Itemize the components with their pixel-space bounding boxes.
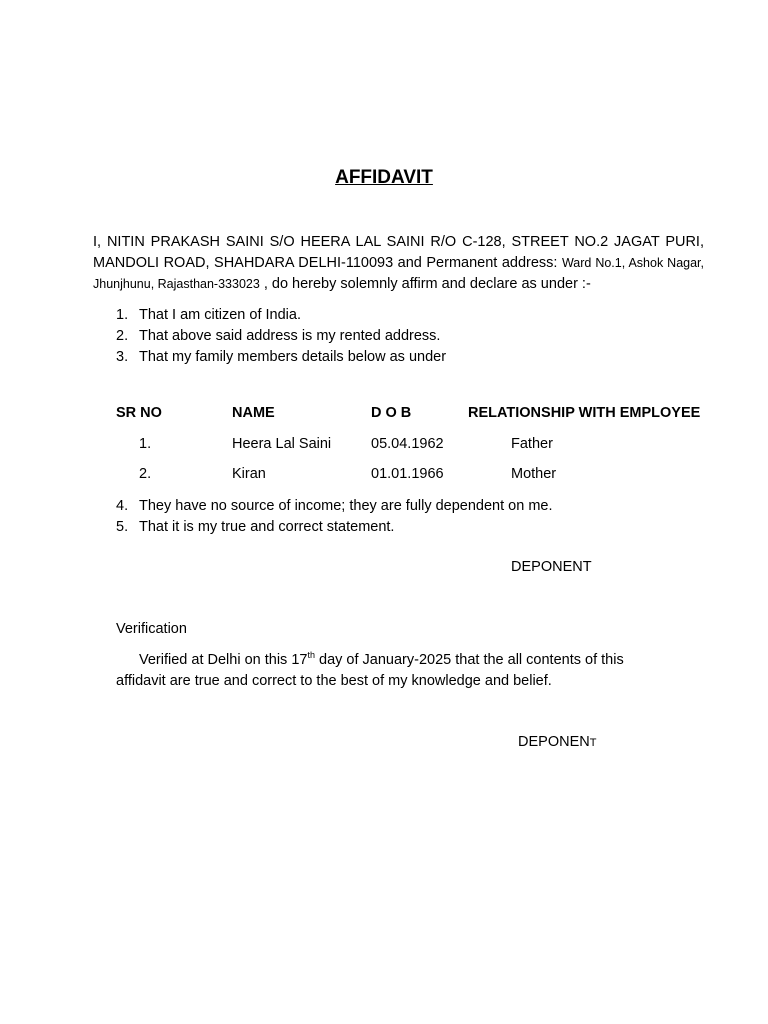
- intro-paragraph: [93, 232, 704, 295]
- list-item: [116, 517, 553, 538]
- list-item: [116, 326, 446, 347]
- table-cell-sr-no: 2.: [139, 466, 152, 482]
- table-header-sr-no: SR NO: [116, 405, 162, 421]
- table-cell-relationship: Father: [511, 436, 553, 452]
- table-cell-sr-no: 1.: [139, 436, 152, 452]
- deponent-label: DEPONENT: [511, 559, 592, 575]
- verification-paragraph: [116, 650, 676, 692]
- deponent-tail: T: [589, 737, 597, 749]
- list-item-number: 5.: [116, 519, 129, 535]
- permanent-address: Ward No.1, Ashok Nagar, Jhunjhunu, Rajasthan-333023: [93, 256, 704, 291]
- list-item-number: 2.: [116, 328, 129, 344]
- table-header-dob: D O B: [371, 405, 412, 421]
- deponent-signature-label: [518, 734, 596, 750]
- declaration-list-a: [116, 305, 446, 368]
- intro-main-text: I, NITIN PRAKASH SAINI S/O HEERA LAL SAINI R/O C-128, STREET NO.2 JAGAT PURI, MANDOLI ROAD, SHAHDARA DELHI-110093 and Permanent address:: [93, 234, 704, 271]
- deponent-main: DEPONEN: [518, 734, 590, 750]
- list-item: [116, 496, 553, 517]
- list-item-text: That my family members details below as under: [139, 349, 447, 365]
- list-item-text: That it is my true and correct statement.: [139, 519, 395, 535]
- table-cell-name: Kiran: [232, 466, 266, 482]
- intro-closing-text: , do hereby solemnly affirm and declare as under :-: [259, 276, 591, 292]
- table-header-relationship: RELATIONSHIP WITH EMPLOYEE: [468, 405, 701, 421]
- verification-heading: Verification: [116, 621, 187, 637]
- table-cell-relationship: Mother: [511, 466, 557, 482]
- list-item-text: That I am citizen of India.: [139, 307, 301, 323]
- list-item-text: That above said address is my rented address.: [139, 328, 441, 344]
- table-cell-dob: 01.01.1966: [371, 466, 444, 482]
- list-item-number: 3.: [116, 349, 129, 365]
- table-header-name: NAME: [232, 405, 275, 421]
- list-item: [116, 305, 446, 326]
- table-cell-name: Heera Lal Saini: [232, 436, 332, 452]
- verification-text-end: day of January-2025 that the all contents of this affidavit are true and correct to the best of my knowledge and belief.: [116, 652, 624, 689]
- verification-text-start: Verified at Delhi on this 17: [139, 652, 308, 668]
- list-item-text: They have no source of income; they are fully dependent on me.: [139, 498, 553, 514]
- table-cell-dob: 05.04.1962: [371, 436, 444, 452]
- list-item-number: 1.: [116, 307, 129, 323]
- document-title: AFFIDAVIT: [335, 167, 433, 188]
- declaration-list-b: [116, 496, 553, 538]
- ordinal-suffix: th: [307, 650, 315, 661]
- list-item-number: 4.: [116, 498, 129, 514]
- list-item: [116, 347, 446, 368]
